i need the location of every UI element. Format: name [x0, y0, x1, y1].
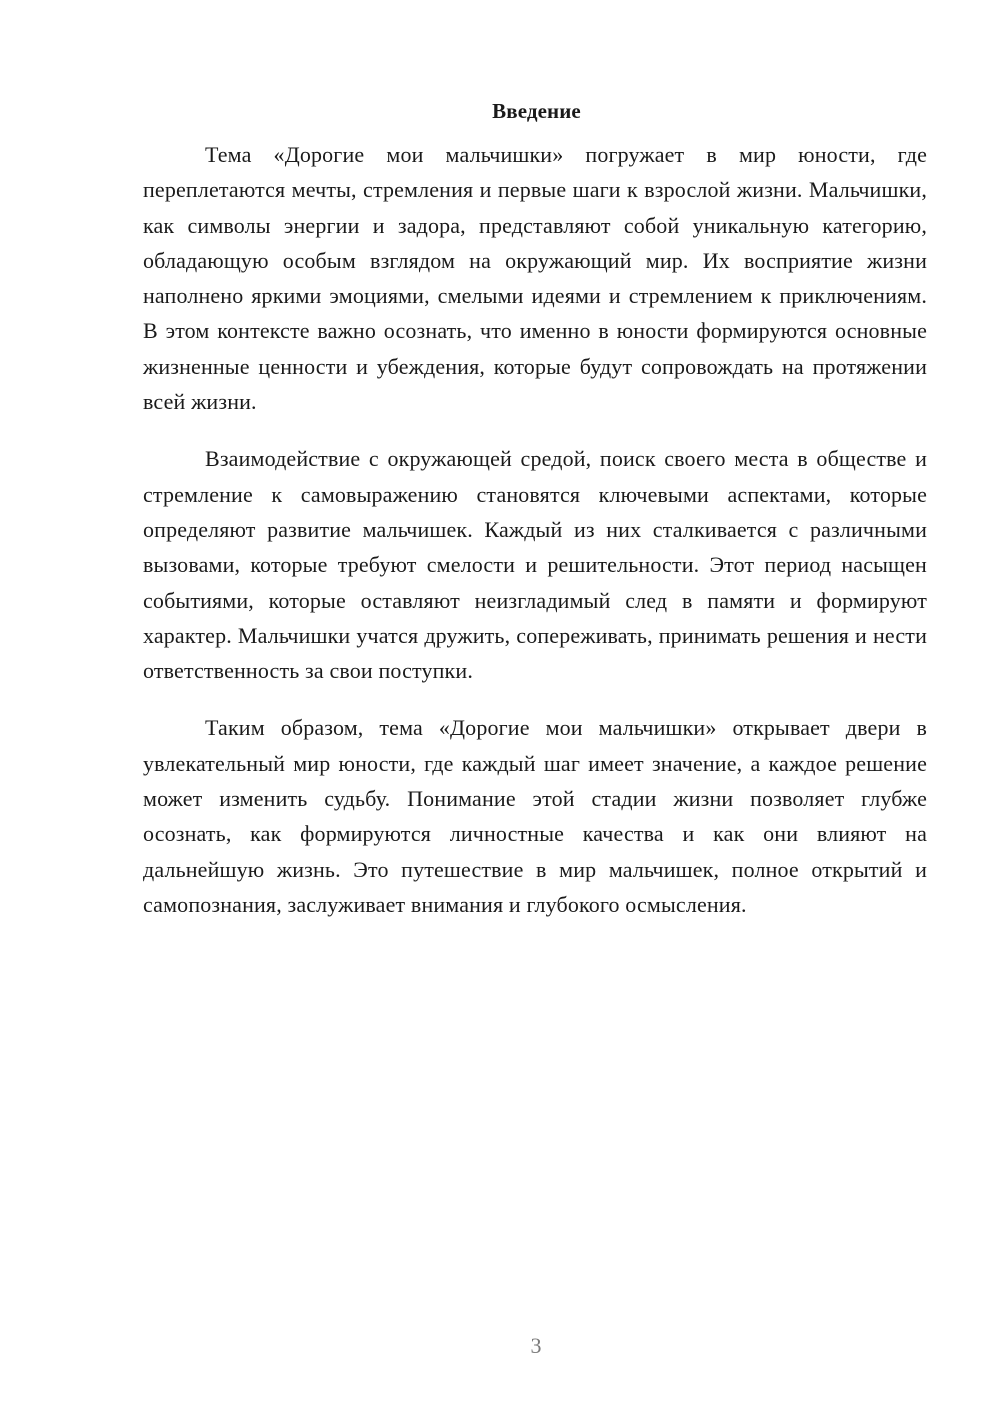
- paragraph-2: Взаимодействие с окружающей средой, поиск своего места в обществе и стремление к самовыражению становятся ключевыми аспектами, которые определяют развитие мальчишек. Каждый из них сталкивается с различными вызовами, которые требуют смелости и решительности. Этот период насыщен событиями, которые оставляют неизгладимый след в памяти и формируют характер. Мальчишки учатся дружить, сопереживать, принимать решения и нести ответственность за свои поступки.: [143, 446, 927, 684]
- section-title: Введение: [492, 99, 581, 123]
- page-number: 3: [530, 1333, 542, 1358]
- page-content: [143, 97, 927, 944]
- paragraph-1: Тема «Дорогие мои мальчишки» погружает в мир юности, где переплетаются мечты, стремления и первые шаги к взрослой жизни. Мальчишки, как символы энергии и задора, представляют собой уникальную категорию, обладающую особым взглядом на окружающий мир. Их восприятие жизни наполнено яркими эмоциями, смелыми идеями и стремлением к приключениям. В этом контексте важно осознать, что именно в юности формируются основные жизненные ценности и убеждения, которые будут сопровождать на протяжении всей жизни.: [143, 142, 927, 415]
- paragraph-3: Таким образом, тема «Дорогие мои мальчишки» открывает двери в увлекательный мир юности, где каждый шаг имеет значение, а каждое решение может изменить судьбу. Понимание этой стадии жизни позволяет глубже осознать, как формируются личностные качества и как они влияют на дальнейшую жизнь. Это путешествие в мир мальчишек, полное открытий и самопознания, заслуживает внимания и глубокого осмысления.: [143, 715, 927, 917]
